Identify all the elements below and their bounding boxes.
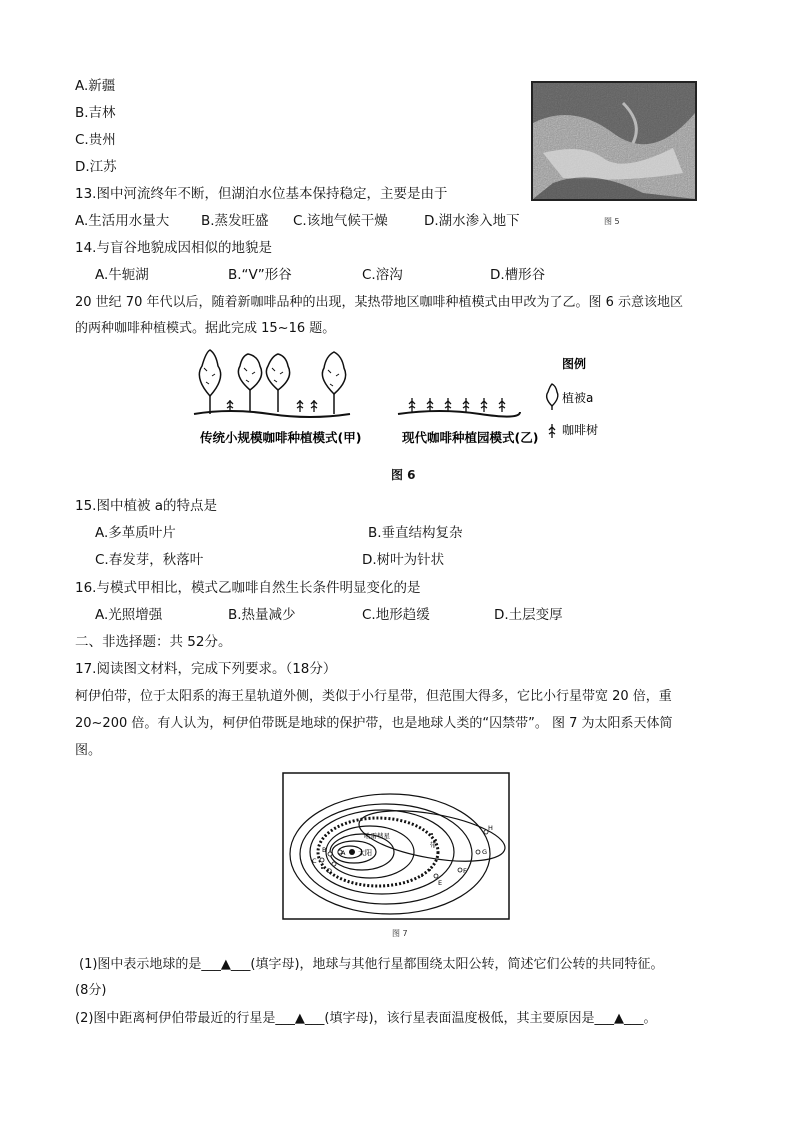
q15-option-b: B.垂直结构复杂	[368, 525, 463, 541]
figure-5-caption: 图 5	[604, 217, 620, 226]
q17-sub1-line-1: (1)图中表示地球的是___▲___(填字母)，地球与其他行星都围绕太阳公转，简述它们公转的共同特征。	[79, 957, 664, 972]
point-label-a: A	[341, 849, 346, 857]
point-label-c: C	[312, 857, 317, 865]
q16-option-d: D.土层变厚	[494, 607, 563, 623]
q15-option-a: A.多革质叶片	[95, 525, 176, 541]
legend-item-coffee: 咖啡树	[562, 423, 599, 437]
tree-icon	[266, 354, 289, 412]
q16-option-b: B.热量减少	[228, 607, 296, 623]
q17-sub1-line-2: (8分)	[75, 983, 107, 998]
q14-option-c: C.溶沟	[362, 267, 403, 283]
coffee-legend-icon	[549, 424, 555, 438]
figure-6-diagram	[190, 348, 610, 458]
tree-icon	[199, 350, 220, 414]
q17-sub2: (2)图中距离柯伊伯带最近的行星是___▲___(填字母)，该行星表面温度极低，其主要原因是___▲___。	[75, 1011, 657, 1026]
q12-option-b: B.吉林	[75, 105, 116, 121]
figure-5-photo	[531, 81, 697, 201]
q13-option-d: D.湖水渗入地下	[424, 213, 520, 229]
figure-7-caption: 图 7	[392, 929, 408, 938]
q16-option-c: C.地形趋缓	[362, 607, 430, 623]
q13-option-a: A.生活用水量大	[75, 213, 170, 229]
q13-option-b: B.蒸发旺盛	[201, 213, 269, 229]
karst-landscape-image	[533, 83, 695, 199]
point-label-g: G	[482, 848, 488, 856]
q13-stem: 13.图中河流终年不断，但湖泊水位基本保持稳定，主要是由于	[75, 186, 448, 202]
q13-option-c: C.该地气候干燥	[293, 213, 388, 229]
q16-stem: 16.与模式甲相比，模式乙咖啡自然生长条件明显变化的是	[75, 580, 421, 596]
belt-label: 带	[430, 841, 437, 849]
figure-7-solar-system	[282, 772, 510, 920]
intro-15-16-line-2: 的两种咖啡种植模式。据此完成 15~16 题。	[75, 321, 336, 336]
q14-option-d: D.槽形谷	[490, 267, 546, 283]
q12-option-c: C.贵州	[75, 132, 116, 148]
legend-item-vegetation: 植被a	[562, 391, 594, 405]
q17-passage-line-1: 柯伊伯带，位于太阳系的海王星轨道外侧，类似于小行星带，但范围大得多，它比小行星带宽 20 倍，重	[75, 689, 672, 704]
q15-option-d: D.树叶为针状	[362, 552, 445, 568]
tree-icon	[238, 354, 261, 412]
ground-line-a	[194, 411, 350, 417]
q17-passage-line-2: 20~200 倍。有人认为，柯伊伯带既是地球的保护带，也是地球人类的“囚禁带”。 图 7 为太阳系天体简	[75, 716, 673, 731]
q17-passage-line-3: 图。	[75, 743, 102, 758]
figure-7-frame	[283, 773, 509, 919]
q12-option-d: D.江苏	[75, 159, 117, 175]
vegetation-legend-icon	[547, 384, 558, 410]
point-label-d: D	[327, 867, 333, 875]
q15-option-c: C.春发芽，秋落叶	[95, 552, 204, 568]
sun-label: 太阳	[358, 849, 372, 857]
legend-title: 图例	[562, 357, 587, 371]
q17-stem: 17.阅读图文材料，完成下列要求。（18分）	[75, 661, 337, 677]
q16-option-a: A.光照增强	[95, 607, 163, 623]
point-label-h: H	[488, 824, 493, 832]
fig6-label-b: 现代咖啡种植园模式(乙)	[402, 430, 539, 445]
sun-icon	[349, 849, 355, 855]
point-label-e: E	[438, 879, 443, 887]
intro-15-16-line-1: 20 世纪 70 年代以后，随着新咖啡品种的出现，某热带地区咖啡种植模式由甲改为了乙。图 6 示意该地区	[75, 295, 684, 310]
q14-option-b: B.“V”形谷	[228, 267, 292, 283]
q15-stem: 15.图中植被 a的特点是	[75, 498, 218, 514]
q12-option-a: A.新疆	[75, 78, 116, 94]
figure-6-caption: 图 6	[391, 468, 416, 482]
coffee-plant-group-b	[409, 398, 505, 412]
point-label-b: B	[322, 846, 327, 854]
comet-label: 哈雷彗星	[364, 832, 390, 840]
point-label-f: F	[463, 867, 467, 875]
q14-stem: 14.与盲谷地貌成因相似的地貌是	[75, 240, 272, 256]
fig6-label-a: 传统小规模咖啡种植模式(甲)	[200, 430, 362, 445]
tree-icon	[322, 352, 345, 414]
q14-option-a: A.牛轭湖	[95, 267, 149, 283]
section-2-heading: 二、非选择题：共 52分。	[75, 634, 232, 650]
tree-icon-group	[199, 350, 345, 414]
